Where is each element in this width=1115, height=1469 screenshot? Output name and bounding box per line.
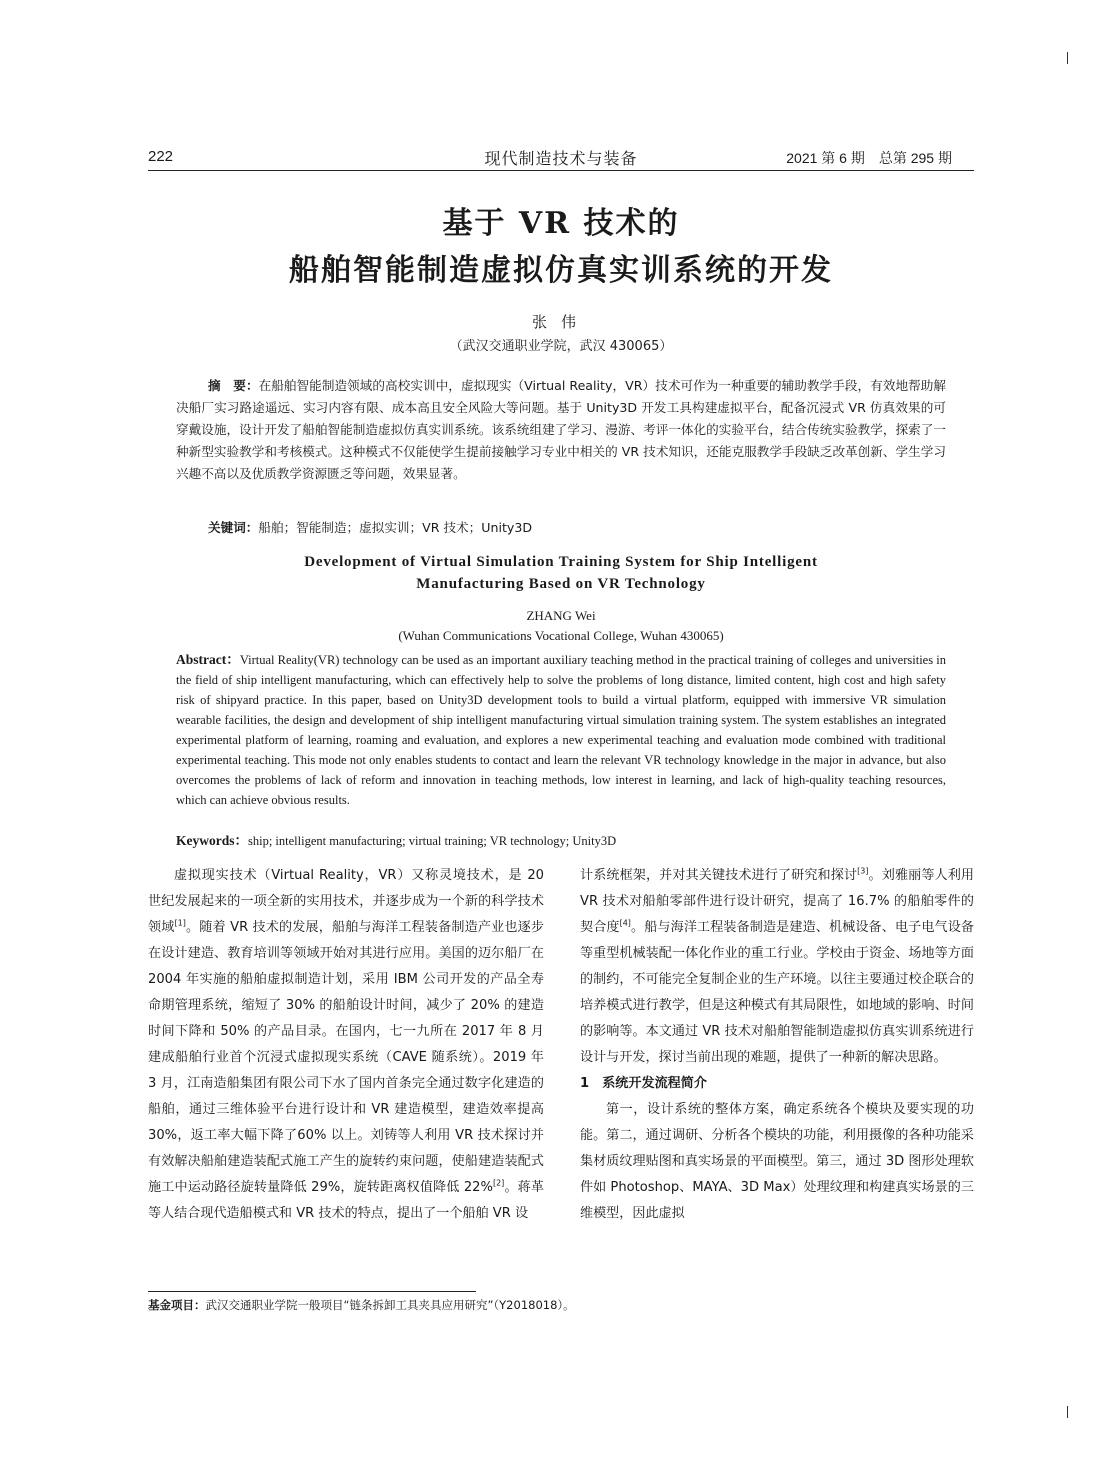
keywords-en-label: Keywords： xyxy=(176,833,248,848)
author-en: ZHANG Wei xyxy=(526,608,596,623)
citation-ref: [4] xyxy=(619,918,631,928)
body-column-left xyxy=(148,863,544,1227)
funding-label: 基金项目： xyxy=(148,1298,206,1312)
keywords-cn-text: 船舶；智能制造；虚拟实训；VR 技术；Unity3D xyxy=(258,520,533,535)
abstract-cn-label: 摘 要： xyxy=(208,378,259,393)
abstract-en-text: Virtual Reality(VR) technology can be used as an important auxiliary teaching method in the practical training of colleges and universities in the field of ship intelligent manufacturing, which can effectively help to solve the problems of long distance, limited content, high cost and high safety risk of shipyard practice. In this paper, based on Unity3D development tools to build a virtual platform, equipped with immersive VR simulation wearable facilities, the design and development of ship intelligent manufacturing virtual simulation training system. The system establishes an integrated experimental platform of learning, roaming and evaluation, and explores a new experimental teaching and evaluation mode combined with traditional experimental teaching. This mode not only enables students to contact and learn the relevant VR technology knowledge in the major in advance, but also overcomes the problems of lack of reform and innovation in teaching methods, low interest in learning, and lack of high-quality teaching resources, which can achieve obvious results. xyxy=(176,653,946,807)
title-cn-line1: 基于 VR 技术的 xyxy=(442,206,680,241)
abstract-cn-text: 在船舶智能制造领域的高校实训中，虚拟现实（Virtual Reality，VR）技术可作为一种重要的辅助教学手段，有效地帮助解决船厂实习路途遥远、实习内容有限、成本高且安全风险大等问题。基于 Unity3D 开发工具构建虚拟平台，配备沉浸式 VR 仿真效果的可穿戴设施，设计开发了船舶智能制造虚拟仿真实训系统。该系统组建了学习、漫游、考评一体化的实验平台，结合传统实验教学，探索了一种新型实验教学和考核模式。这种模式不仅能使学生提前接触学习专业中相关的 VR 技术知识，还能克服教学手段缺乏改革创新、学生学习兴趣不高以及优质教学资源匮乏等问题，效果显著。 xyxy=(176,378,947,481)
section-heading: 1 系统开发流程简介 xyxy=(580,1076,707,1091)
citation-ref: [2] xyxy=(492,1178,505,1188)
keywords-cn-label: 关键词： xyxy=(208,520,259,535)
body-paragraph: 虚拟现实技术（Virtual Reality，VR）又称灵境技术，是 20 世纪发展起来的一项全新的实用技术，并逐步成为一个新的科学技术领域[1]。随着 VR 技术的发展，船舶与海洋工程装备制造产业也逐步在设计建造、教育培训等领域开始对其进行应用。美国的迈尔船厂在 2004 年实施的船舶虚拟制造计划，采用 IBM 公司开发的产品全寿命期管理系统，缩短了 30% 的船舶设计时间，减少了 20% 的建造时间下降和 50% 的产品目录。在国内，七一九所在 2017 年 8 月建成船舶行业首个沉浸式虚拟现实系统（CAVE 随系统）。2019 年 3 月，江南造船集团有限公司下水了国内首条完全通过数字化建造的船舶，通过三维体验平台进行设计和 VR 建造模型，建造效率提高30%，返工率大幅下降了60% 以上。刘铸等人利用 VR 技术探讨并有效解决船舶建造装配式施工产生的旋转约束问题，使船建造装配式施工中运动路径旋转量降低 29%，旋转距离权值降低 22%[2]。蒋革等人结合现代造船模式和 VR 技术的特点，提出了一个船舶 VR 设 xyxy=(148,868,545,1221)
author-cn: 张伟 xyxy=(531,313,590,331)
body-column-right xyxy=(580,863,974,1227)
affiliation-cn: （武汉交通职业学院，武汉 430065） xyxy=(449,339,673,354)
funding-text: 武汉交通职业学院一般项目“链条拆卸工具夹具应用研究”（Y2018018）。 xyxy=(205,1298,575,1312)
abstract-cn xyxy=(176,375,946,485)
affiliation-en: (Wuhan Communications Vocational College, Wuhan 430065) xyxy=(398,628,724,643)
journal-name: 现代制造技术与装备 xyxy=(484,149,638,168)
running-header xyxy=(148,146,974,171)
citation-ref: [1] xyxy=(174,918,186,928)
title-en-line1: Development of Virtual Simulation Training System for Ship Intelligent xyxy=(304,554,818,570)
body-paragraph: 第一，设计系统的整体方案，确定系统各个模块及要实现的功能。第二，通过调研、分析各个模块的功能，利用摄像的各种功能采集材质纹理贴图和真实场景的平面模型。第三，通过 3D 图形处理软件如 Photoshop、MAYA、3D Max）处理纹理和构建真实场景的三维模型，因此虚拟 xyxy=(580,1102,974,1221)
footnote-rule xyxy=(148,1291,476,1292)
title-cn-line2: 船舶智能制造虚拟仿真实训系统的开发 xyxy=(289,253,833,288)
title-en-line2: Manufacturing Based on VR Technology xyxy=(416,576,706,592)
body-paragraph: 计系统框架，并对其关键技术进行了研究和探讨[3]。刘雅丽等人利用 VR 技术对船舶零部件进行设计研究，提高了 16.7% 的船舶零件的契合度[4]。船与海洋工程装备制造是建造、机械设备、电子电气设备等重型机械装配一体化作业的重工行业。学校由于资金、场地等方面的制约，不可能完全复制企业的生产环境。以往主要通过校企联合的培养模式进行教学，但是这种模式有其局限性，如地域的影响、时间的影响等。本文通过 VR 技术对船舶智能制造虚拟仿真实训系统进行设计与开发，探讨当前出现的难题，提供了一种新的解决思路。 xyxy=(580,866,975,1065)
crop-mark xyxy=(1067,52,1068,64)
citation-ref: [3] xyxy=(857,866,869,876)
funding-note xyxy=(148,1297,575,1313)
keywords-en-text: ship; intelligent manufacturing; virtual training; VR technology; Unity3D xyxy=(248,834,617,848)
page-number: 222 xyxy=(148,148,174,165)
keywords-en xyxy=(176,829,616,849)
abstract-en-label: Abstract： xyxy=(176,652,240,667)
crop-mark xyxy=(1067,1406,1068,1418)
issue-info: 2021 第 6 期 总第 295 期 xyxy=(786,150,952,166)
keywords-cn xyxy=(208,517,532,536)
abstract-en xyxy=(176,650,946,810)
